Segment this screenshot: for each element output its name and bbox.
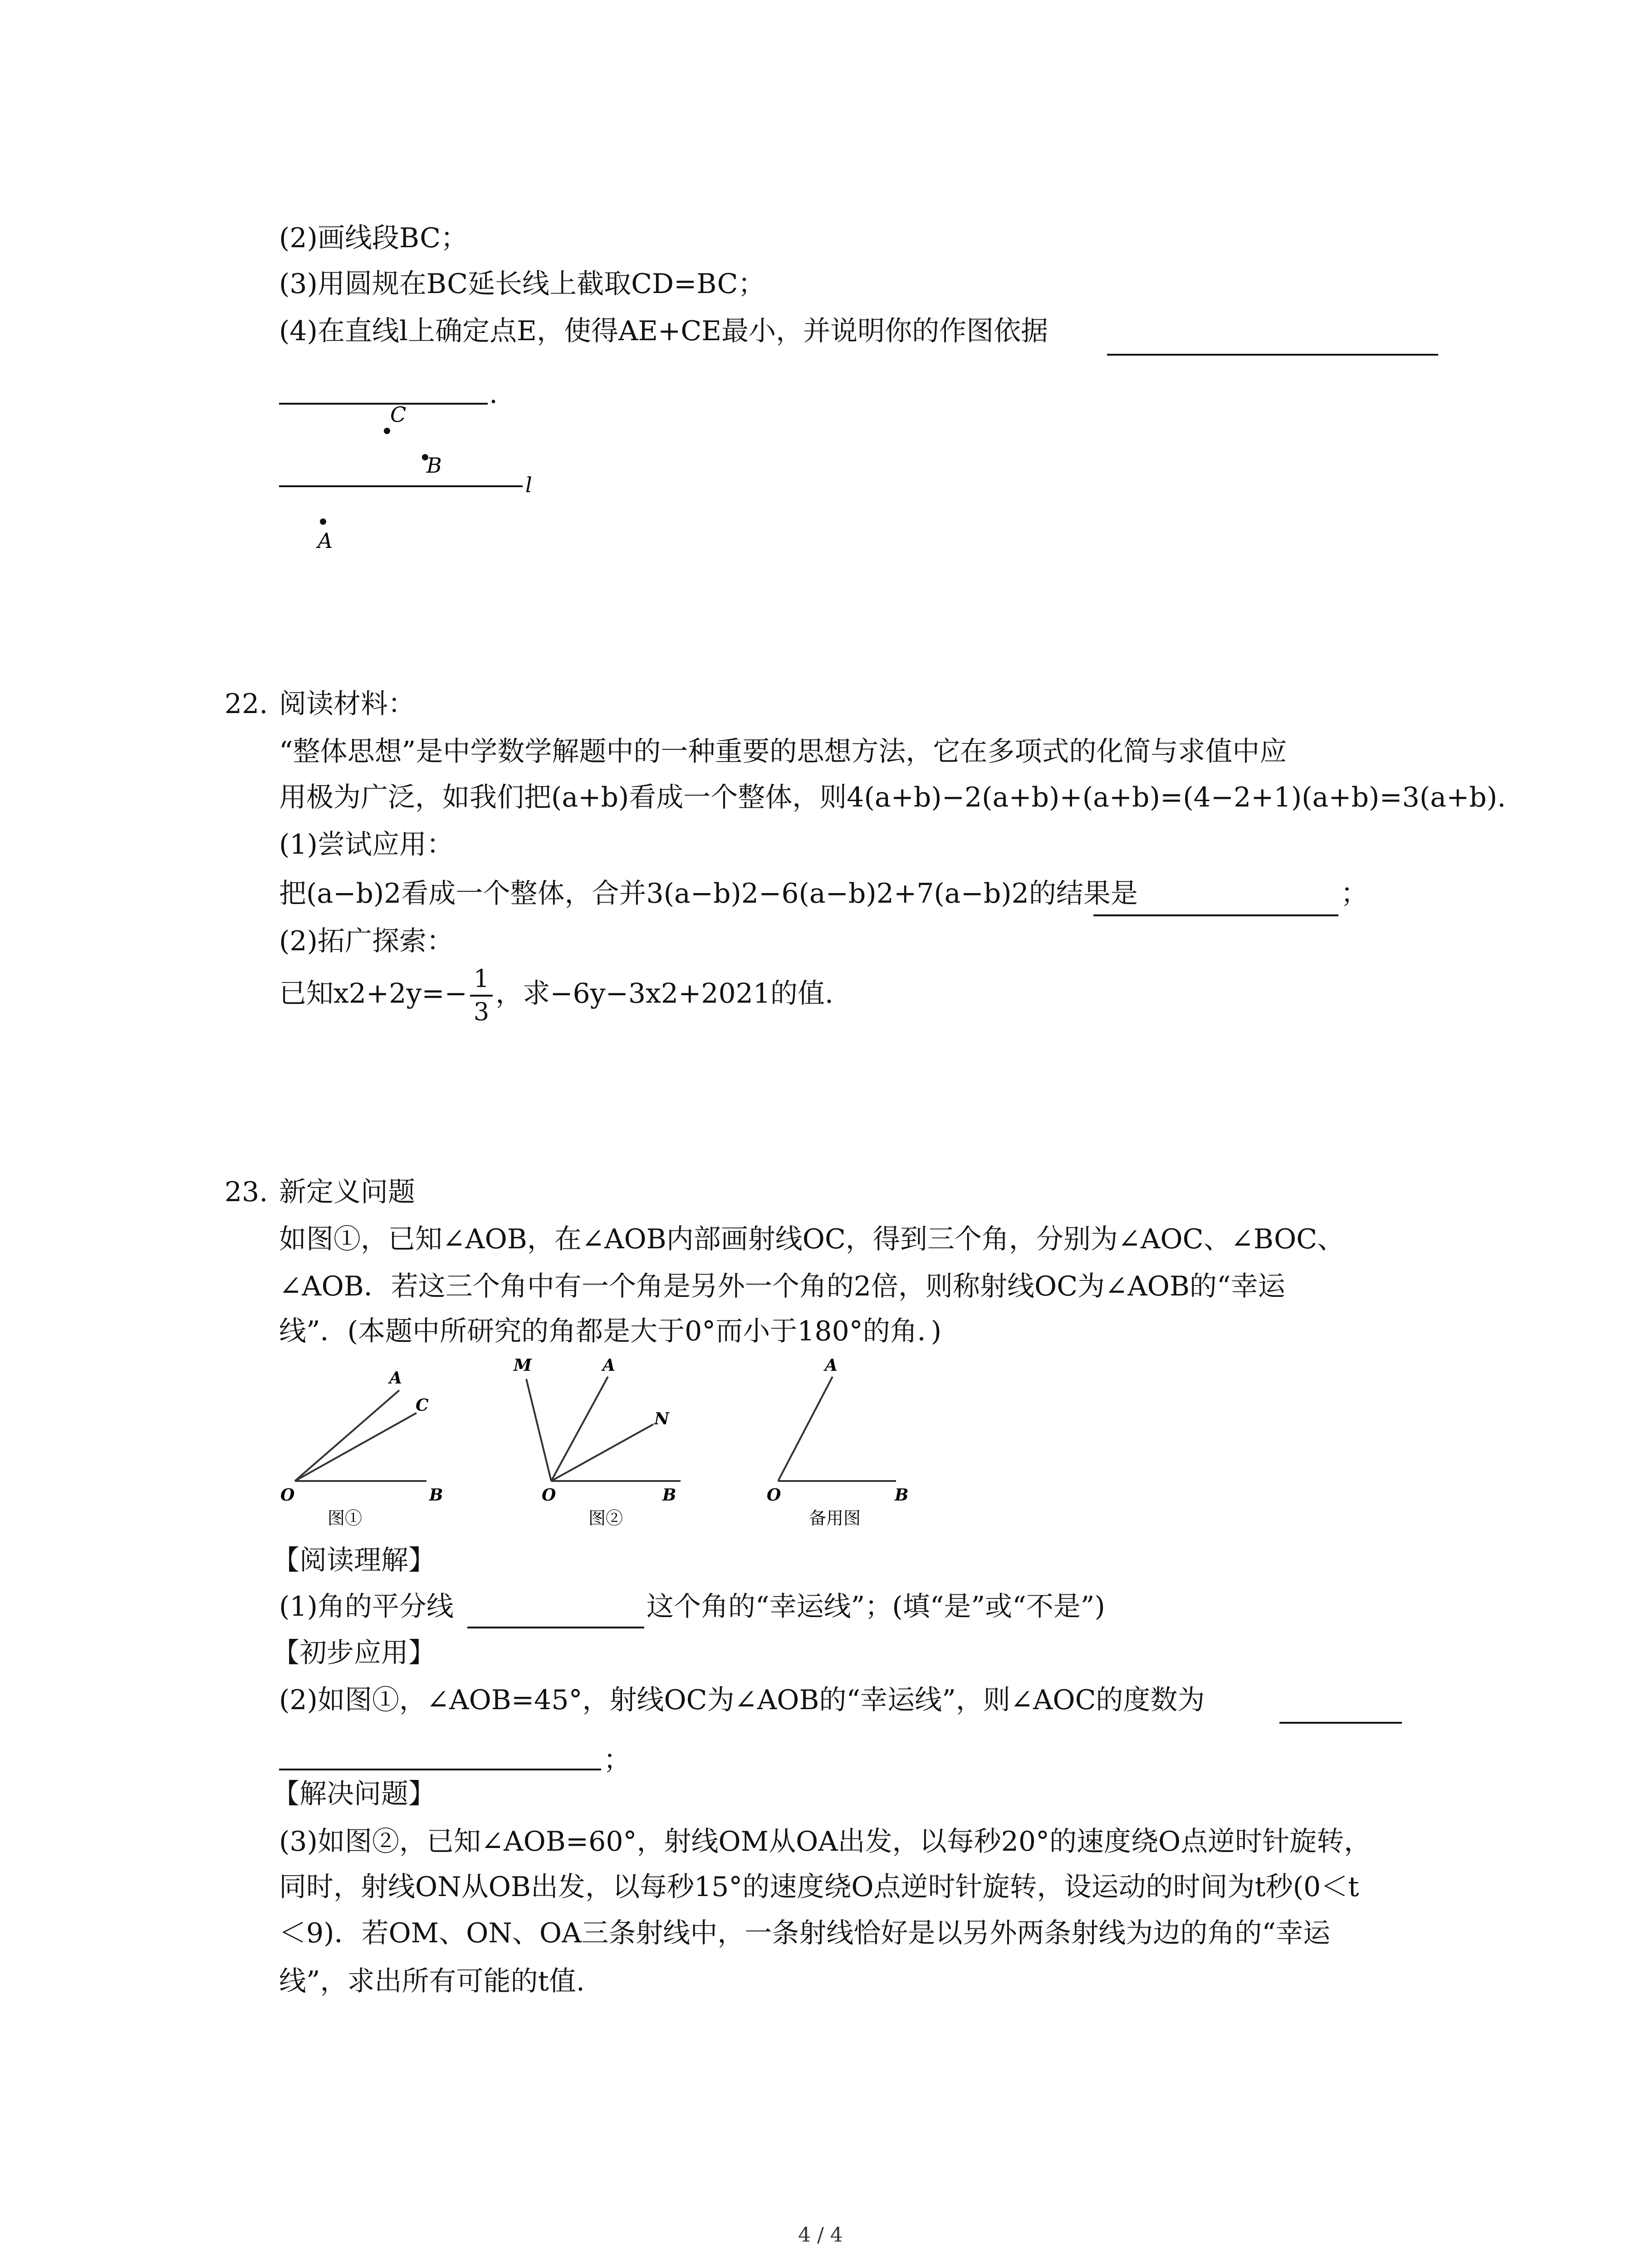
q22-title: 阅读材料： xyxy=(279,688,415,720)
q21-step4-end: . xyxy=(489,378,498,410)
q22-part1-text: 把(a−b)2看成一个整体，合并3(a−b)2−6(a−b)2+7(a−b)2的结果是 xyxy=(279,878,1138,909)
q21-step4-text: (4)在直线l上确定点E，使得AE+CE最小，并说明你的作图依据 xyxy=(279,315,1048,347)
point-a xyxy=(320,518,326,525)
q23-part2-blank-2[interactable] xyxy=(279,1767,601,1770)
point-c xyxy=(384,428,390,434)
q23-part2-end: ； xyxy=(603,1744,631,1776)
q23-number: 23. xyxy=(225,1176,268,1208)
caption-fig-2: 图② xyxy=(588,1508,623,1528)
q22-paragraph-2: 用极为广泛，如我们把(a+b)看成一个整体，则4(a+b)−2(a+b)+(a+b)=(4−2+1)(a+b)=3(a+b). xyxy=(279,782,1506,813)
label-o: O xyxy=(280,1486,295,1505)
q21-answer-blank-1[interactable] xyxy=(1107,352,1438,356)
q23-heading-solve: 【解决问题】 xyxy=(272,1778,436,1810)
q23-figure-1 xyxy=(272,1356,472,1538)
q21-step2: (2)画线段BC； xyxy=(279,222,468,254)
q23-part1-pre: (1)角的平分线 xyxy=(279,1591,454,1623)
q23-backup-figure xyxy=(749,1356,948,1538)
q23-part2-blank-1[interactable] xyxy=(1279,1720,1402,1724)
q23-part3-line-4: 线”，求出所有可能的t值. xyxy=(279,1965,585,1997)
q23-paragraph-2: ∠AOB．若这三个角中有一个角是另外一个角的2倍，则称射线OC为∠AOB的“幸运 xyxy=(279,1271,1285,1302)
ray-oc xyxy=(295,1413,416,1481)
label-b: B xyxy=(662,1486,676,1505)
fraction-denominator: 3 xyxy=(473,997,490,1026)
q23-title: 新定义问题 xyxy=(279,1176,415,1208)
q22-number: 22. xyxy=(225,688,268,720)
q23-part2-text: (2)如图①，∠AOB=45°，射线OC为∠AOB的“幸运线”，则∠AOC的度数为 xyxy=(279,1684,1205,1716)
caption-backup: 备用图 xyxy=(808,1508,861,1528)
ray-om xyxy=(526,1379,551,1481)
q22-part2-pre: 已知x2+2y=− xyxy=(279,978,467,1010)
q21-step3: (3)用圆规在BC延长线上截取CD=BC； xyxy=(279,268,765,300)
label-a: A xyxy=(825,1356,838,1375)
q22-part2-title: (2)拓广探索： xyxy=(279,925,454,957)
fraction-one-third xyxy=(470,966,493,1025)
q21-step4 xyxy=(279,315,1048,347)
q22-answer-blank[interactable] xyxy=(1093,913,1338,916)
caption-fig-1: 图① xyxy=(327,1508,362,1528)
label-m: M xyxy=(514,1356,532,1375)
q23-part1-post: 这个角的“幸运线”；(填“是”或“不是”) xyxy=(647,1591,1105,1623)
q23-paragraph-1: 如图①，已知∠AOB，在∠AOB内部画射线OC，得到三个角，分别为∠AOC、∠BOC、 xyxy=(279,1223,1345,1255)
label-o: O xyxy=(767,1486,781,1505)
q23-part3-line-2: 同时，射线ON从OB出发，以每秒15°的速度绕O点逆时针旋转，设运动的时间为t秒(0＜t xyxy=(279,1871,1359,1903)
q23-paragraph-3: 线”．(本题中所研究的角都是大于0°而小于180°的角．) xyxy=(279,1315,942,1347)
q22-part2-text xyxy=(279,966,833,1025)
q23-part3-line-1: (3)如图②，已知∠AOB=60°，射线OM从OA出发，以每秒20°的速度绕O点逆时针旋转， xyxy=(279,1826,1372,1857)
label-b: B xyxy=(895,1486,909,1505)
q22-part1-end: ； xyxy=(1341,878,1368,909)
q23-figure-2 xyxy=(504,1356,703,1538)
label-c: C xyxy=(416,1396,429,1415)
label-a: A xyxy=(318,528,333,553)
label-n: N xyxy=(654,1409,669,1428)
label-a: A xyxy=(389,1369,402,1388)
label-a: A xyxy=(603,1356,615,1375)
label-l: l xyxy=(525,473,532,497)
label-o: O xyxy=(542,1486,556,1505)
q23-part1-blank[interactable] xyxy=(467,1625,644,1628)
label-c: C xyxy=(390,404,407,427)
label-b: B xyxy=(429,1486,443,1505)
fraction-numerator: 1 xyxy=(470,966,493,997)
label-b: B xyxy=(426,453,442,478)
q23-part3-line-3: ＜9)．若OM、ON、OA三条射线中，一条射线恰好是以另外两条射线为边的角的“幸运 xyxy=(279,1917,1331,1949)
q22-part2-post: ，求−6y−3x2+2021的值. xyxy=(495,978,834,1010)
q22-part1-title: (1)尝试应用： xyxy=(279,829,454,860)
q22-paragraph-1: “整体思想”是中学数学解题中的一种重要的思想方法，它在多项式的化简与求值中应 xyxy=(279,736,1287,767)
q21-figure xyxy=(272,404,554,567)
q23-heading-reading: 【阅读理解】 xyxy=(272,1545,436,1576)
ray-oa xyxy=(295,1390,399,1481)
ray-oa xyxy=(778,1377,833,1481)
q23-heading-apply: 【初步应用】 xyxy=(272,1637,436,1669)
page-number: 4 / 4 xyxy=(798,2224,843,2247)
